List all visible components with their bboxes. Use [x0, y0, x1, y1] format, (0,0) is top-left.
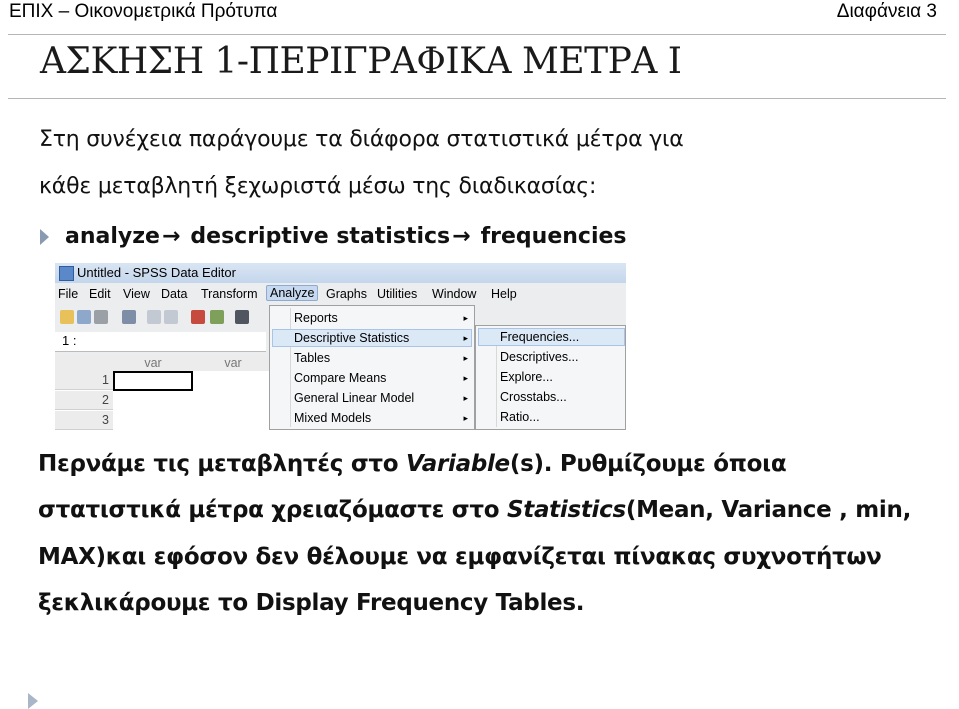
- body-line-1: [38, 451, 786, 477]
- cell-reference: 1 :: [62, 333, 77, 348]
- body-text: (Mean, Variance , min,: [625, 497, 912, 523]
- descriptive-statistics-submenu: [475, 325, 626, 430]
- menu-help[interactable]: Help: [491, 287, 517, 301]
- intro-line-1: Στη συνέχεια παράγουμε τα διάφορα στατιστικά μέτρα για: [39, 127, 684, 152]
- spss-screenshot: [55, 263, 626, 430]
- analyze-dropdown: [269, 305, 475, 430]
- body-text: (s). Ρυθμίζουμε όποια: [509, 451, 787, 477]
- spss-app-icon: [59, 266, 74, 281]
- header-divider: [8, 34, 946, 35]
- find-icon[interactable]: [235, 310, 249, 324]
- statistics-term: Statistics: [507, 497, 626, 523]
- column-header[interactable]: var: [193, 355, 274, 371]
- spss-menu-bar: [55, 285, 626, 304]
- grid-cell[interactable]: [193, 411, 274, 430]
- dialog-recall-icon[interactable]: [122, 310, 136, 324]
- menu-utilities[interactable]: Utilities: [377, 287, 418, 301]
- variables-icon[interactable]: [210, 310, 224, 324]
- header-slide-number: Διαφάνεια 3: [836, 1, 937, 22]
- menu-transform[interactable]: Transform: [201, 287, 258, 301]
- menu-view[interactable]: View: [123, 287, 150, 301]
- body-line-3: MAX)και εφόσον δεν θέλουμε να εμφανίζεται πίνακας συχνοτήτων: [38, 544, 882, 570]
- menu-item-reports[interactable]: Reports: [294, 311, 338, 325]
- body-line-4: ξεκλικάρουμε το Display Frequency Tables.: [38, 590, 585, 616]
- procedure-bullet: [40, 224, 627, 249]
- step-analyze: analyze: [65, 224, 160, 249]
- submenu-arrow-icon: ▸: [463, 353, 468, 363]
- grid-cell[interactable]: [193, 371, 274, 392]
- body-text: στατιστικά μέτρα χρειαζόμαστε στο: [38, 497, 507, 523]
- body-text: Περνάμε τις μεταβλητές στο: [38, 451, 407, 477]
- menu-item-frequencies[interactable]: Frequencies...: [500, 330, 580, 344]
- arrow-icon: →: [161, 224, 181, 249]
- redo-icon[interactable]: [164, 310, 178, 324]
- menu-item-descriptives[interactable]: Descriptives...: [500, 350, 579, 364]
- title-divider: [8, 98, 946, 99]
- header-course-title: ΕΠΙΧ – Οικονομετρικά Πρότυπα: [9, 1, 278, 22]
- slide-title: ΑΣΚΗΣΗ 1-ΠΕΡΙΓΡΑΦΙΚΑ ΜΕΤΡΑ Ι: [40, 41, 682, 82]
- menu-item-tables[interactable]: Tables: [294, 351, 331, 365]
- row-header[interactable]: 1: [55, 371, 113, 390]
- slide-nav-triangle-icon: [28, 693, 38, 709]
- menu-item-descriptive-statistics[interactable]: Descriptive Statistics: [294, 331, 410, 345]
- open-icon[interactable]: [60, 310, 74, 324]
- menu-data[interactable]: Data: [161, 287, 188, 301]
- spss-window-title: Untitled - SPSS Data Editor: [77, 265, 236, 280]
- menu-analyze[interactable]: Analyze: [266, 285, 318, 301]
- row-header[interactable]: 2: [55, 391, 113, 410]
- column-header[interactable]: var: [113, 355, 194, 371]
- menu-gutter: [290, 308, 291, 427]
- row-header[interactable]: 3: [55, 411, 113, 430]
- selected-cell[interactable]: [113, 371, 193, 391]
- menu-item-mixed-models[interactable]: Mixed Models: [294, 411, 372, 425]
- spss-toolbar: [55, 306, 266, 328]
- menu-item-ratio[interactable]: Ratio...: [500, 410, 540, 424]
- menu-graphs[interactable]: Graphs: [326, 287, 367, 301]
- triangle-bullet-icon: [40, 229, 49, 245]
- goto-case-icon[interactable]: [191, 310, 205, 324]
- menu-edit[interactable]: Edit: [89, 287, 111, 301]
- spss-title-bar: [55, 263, 626, 283]
- arrow-icon: →: [452, 224, 471, 249]
- intro-line-2: κάθε μεταβλητή ξεχωριστά μέσω της διαδικασίας:: [39, 174, 597, 199]
- menu-item-general-linear-model[interactable]: General Linear Model: [294, 391, 415, 405]
- step-frequencies: frequencies: [480, 224, 627, 249]
- menu-item-explore[interactable]: Explore...: [500, 370, 553, 384]
- menu-window[interactable]: Window: [432, 287, 477, 301]
- submenu-arrow-icon: ▸: [463, 413, 468, 423]
- submenu-arrow-icon: ▸: [463, 313, 468, 323]
- grid-cell[interactable]: [113, 411, 194, 430]
- undo-icon[interactable]: [147, 310, 161, 324]
- corner-header: [55, 355, 114, 371]
- menu-file[interactable]: File: [58, 287, 79, 301]
- menu-item-crosstabs[interactable]: Crosstabs...: [500, 390, 567, 404]
- submenu-arrow-icon: ▸: [463, 373, 468, 383]
- print-icon[interactable]: [94, 310, 108, 324]
- grid-cell[interactable]: [193, 391, 274, 412]
- cell-reference-bar: [55, 332, 266, 352]
- submenu-arrow-icon: ▸: [463, 393, 468, 403]
- variable-term: Variable: [406, 451, 510, 477]
- grid-cell[interactable]: [113, 391, 194, 412]
- save-icon[interactable]: [77, 310, 91, 324]
- step-descriptive-statistics: descriptive statistics: [190, 224, 451, 249]
- data-grid: [55, 355, 266, 430]
- menu-item-compare-means[interactable]: Compare Means: [294, 371, 387, 385]
- submenu-arrow-icon: ▸: [463, 333, 468, 343]
- body-line-2: [38, 497, 911, 523]
